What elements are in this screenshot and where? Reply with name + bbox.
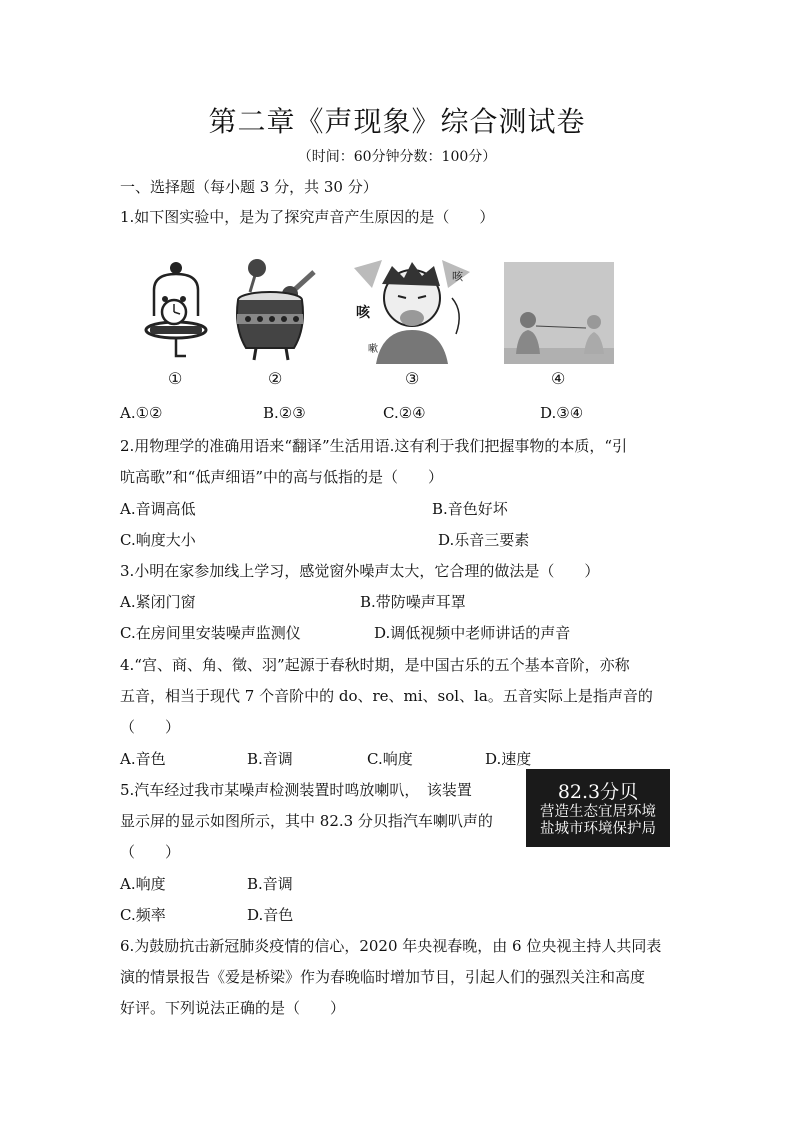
q5-line-1: 5.汽车经过我市某噪声检测装置时鸣放喇叭， 该装置 bbox=[120, 781, 472, 799]
q3-option-b: B.带防噪声耳罩 bbox=[360, 593, 466, 611]
q6-line-3: 好评。下列说法正确的是（ ） bbox=[120, 999, 346, 1017]
string-telephone-figure bbox=[504, 262, 614, 364]
q2-line-2: 吭高歌”和“低声细语”中的高与低指的是（ ） bbox=[120, 468, 444, 486]
drum-figure bbox=[230, 256, 322, 366]
q4-option-b: B.音调 bbox=[247, 750, 293, 768]
q5-option-c: C.频率 bbox=[120, 906, 166, 924]
q1-option-d: D.③④ bbox=[540, 404, 584, 422]
decibel-reading: 82.3分贝 bbox=[557, 781, 639, 803]
q5-line-3: （ ） bbox=[120, 843, 181, 861]
q3-stem: 3.小明在家参加线上学习，感觉窗外噪声太大，它合理的做法是（ ） bbox=[120, 562, 600, 580]
q1-option-b: B.②③ bbox=[263, 404, 306, 422]
q3-option-c: C.在房间里安装噪声监测仪 bbox=[120, 624, 301, 642]
figure-label-3: ③ bbox=[405, 369, 420, 388]
q2-option-a: A.音调高低 bbox=[120, 500, 196, 518]
cough-text-2: 嗽 bbox=[368, 344, 378, 355]
q5-line-2: 显示屏的显示如图所示，其中 82.3 分贝指汽车喇叭声的 bbox=[120, 812, 493, 830]
q2-option-b: B.音色好坏 bbox=[432, 500, 508, 518]
q3-option-a: A.紧闭门窗 bbox=[120, 593, 196, 611]
section-heading: 一、选择题（每小题 3 分，共 30 分） bbox=[120, 178, 378, 196]
q1-stem: 1.如下图实验中，是为了探究声音产生原因的是（ ） bbox=[120, 208, 495, 226]
noise-display-panel bbox=[526, 769, 670, 847]
q4-line-3: （ ） bbox=[120, 718, 181, 736]
cough-text-3: 咳 bbox=[452, 270, 463, 283]
q1-option-a: A.①② bbox=[120, 404, 163, 422]
page-title: 第二章《声现象》综合测试卷 bbox=[208, 105, 586, 138]
q4-option-a: A.音色 bbox=[120, 750, 166, 768]
q6-line-2: 演的情景报告《爱是桥梁》作为春晚临时增加节目，引起人们的强烈关注和高度 bbox=[120, 968, 646, 986]
q2-option-d: D.乐音三要素 bbox=[438, 531, 530, 549]
q4-option-c: C.响度 bbox=[367, 750, 413, 768]
q4-option-d: D.速度 bbox=[485, 750, 532, 768]
q3-option-d: D.调低视频中老师讲话的声音 bbox=[374, 624, 571, 642]
figure-label-1: ① bbox=[168, 369, 183, 388]
q6-line-1: 6.为鼓励抗击新冠肺炎疫情的信心，2020 年央视春晚，由 6 位央视主持人共同表 bbox=[120, 937, 662, 955]
q1-option-c: C.②④ bbox=[383, 404, 426, 422]
figure-label-2: ② bbox=[268, 369, 283, 388]
bell-jar-figure bbox=[140, 258, 216, 366]
figure-label-4: ④ bbox=[551, 369, 566, 388]
q5-option-a: A.响度 bbox=[120, 875, 166, 893]
q2-line-1: 2.用物理学的准确用语来“翻译”生活用语.这有利于我们把握事物的本质，“引 bbox=[120, 437, 628, 455]
q5-option-b: B.音调 bbox=[247, 875, 293, 893]
q2-option-c: C.响度大小 bbox=[120, 531, 196, 549]
q4-line-2: 五音，相当于现代 7 个音阶中的 do、re、mi、sol、la。五音实际上是指声音的 bbox=[120, 687, 653, 705]
cough-text: 咳 bbox=[356, 305, 370, 321]
page-subtitle: （时间：60分钟分数：100分） bbox=[297, 149, 497, 165]
q4-line-1: 4.“宫、商、角、徵、羽”起源于春秋时期，是中国古乐的五个基本音阶，亦称 bbox=[120, 656, 630, 674]
q5-option-d: D.音色 bbox=[247, 906, 294, 924]
display-agency: 盐城市环境保护局 bbox=[540, 821, 656, 837]
display-slogan: 营造生态宜居环境 bbox=[540, 804, 656, 820]
